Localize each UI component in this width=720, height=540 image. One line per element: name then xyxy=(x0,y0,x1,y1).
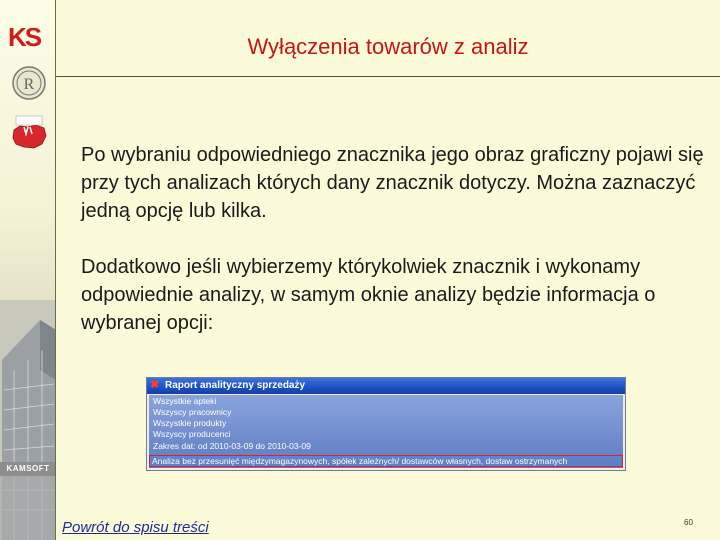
param-line: Wszyscy pracownicy xyxy=(153,407,232,417)
registered-seal-icon xyxy=(12,66,46,100)
window-title: Raport analityczny sprzedaży xyxy=(165,380,306,391)
paragraph-analysis-info: Dodatkowo jeśli wybierzemy którykolwiek znacznik i wykonamy odpowiednie analizy, w samym oknie analizy będzie informacja o wybranej opcji: xyxy=(81,256,656,334)
analysis-window-screenshot xyxy=(146,377,626,471)
page-number: 60 xyxy=(684,518,693,527)
office-building-image xyxy=(0,300,56,540)
sidebar-decoration xyxy=(0,0,56,540)
report-parameters-list xyxy=(149,395,623,468)
svg-text:R: R xyxy=(23,76,35,93)
back-to-contents-link[interactable]: Powrót do spisu treści xyxy=(62,519,209,536)
param-line-exclusions: Analiza bez przesunięć międzymagazynowych, spółek zależnych/ dostawców własnych, dostaw ostrzymanych xyxy=(152,456,568,466)
param-line: Wszystkie produkty xyxy=(153,418,227,428)
window-titlebar xyxy=(147,378,625,394)
sidebar-divider xyxy=(55,0,56,540)
slide-title: Wyłączenia towarów z analiz xyxy=(247,34,529,59)
param-line: Zakres dat: od 2010-03-09 do 2010-03-09 xyxy=(153,441,311,451)
poland-map-icon xyxy=(8,114,50,152)
ks-logo: KS xyxy=(8,22,41,52)
paragraph-selection-info: Po wybraniu odpowiedniego znacznika jego obraz graficzny pojawi się przy tych analizach których dany znacznik dotyczy. Można zaznaczyć jedną opcję lub kilka. xyxy=(81,144,704,222)
app-icon: ✖ xyxy=(150,379,160,391)
kamsoft-label: KAMSOFT xyxy=(0,462,56,476)
param-line: Wszyscy producenci xyxy=(153,429,231,439)
param-line: Wszystkie apteki xyxy=(153,396,217,406)
title-underline xyxy=(56,76,720,77)
highlighted-exclusion-line xyxy=(149,455,623,467)
